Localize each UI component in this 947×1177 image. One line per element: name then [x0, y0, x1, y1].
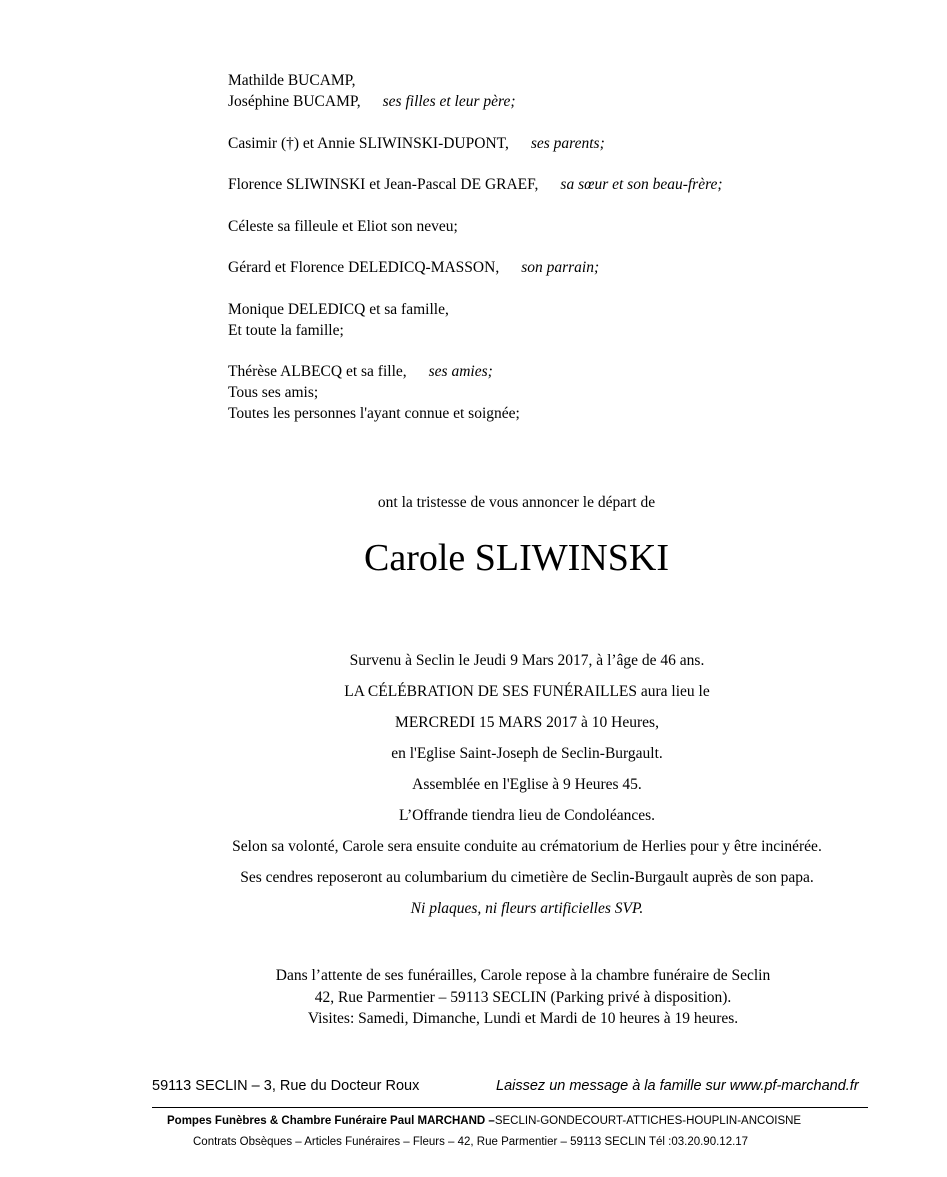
- family-group-daughters: [228, 70, 723, 112]
- footer-company: [167, 1113, 801, 1129]
- details-line-date: MERCREDI 15 MARS 2017 à 10 Heures,: [395, 714, 659, 731]
- family-group-extended: [228, 299, 723, 341]
- family-group-friends: [228, 361, 723, 424]
- details-line-ashes: Ses cendres reposeront au columbarium du cimetière de Seclin-Burgault auprès de son papa.: [240, 869, 814, 886]
- waiting-line-visits: Visites: Samedi, Dimanche, Lundi et Mardi de 10 heures à 19 heures.: [307, 1010, 739, 1027]
- family-line: [228, 70, 723, 91]
- family-role: ses amies;: [428, 363, 493, 380]
- family-member-text: Joséphine BUCAMP,: [228, 93, 361, 110]
- footer-company-name: Pompes Funèbres & Chambre Funéraire Paul MARCHAND –: [167, 1115, 495, 1127]
- announcement-text: ont la tristesse de vous annoncer le départ de: [377, 494, 656, 511]
- family-line: [228, 174, 723, 195]
- family-member-text: Toutes les personnes l'ayant connue et soignée;: [228, 405, 520, 422]
- family-group-parents: [228, 133, 723, 154]
- family-role: son parrain;: [521, 259, 600, 276]
- family-line: [228, 403, 723, 424]
- footer-message-link[interactable]: Laissez un message à la famille sur www.pf-marchand.fr: [496, 1078, 859, 1094]
- details-line-cremation: Selon sa volonté, Carole sera ensuite conduite au crématorium de Herlies pour y être incinérée.: [232, 838, 822, 855]
- details-line-church: en l'Eglise Saint-Joseph de Seclin-Burgault.: [391, 745, 663, 762]
- family-group-goddaughter: [228, 216, 723, 237]
- footer-contracts: Contrats Obsèques – Articles Funéraires – Fleurs – 42, Rue Parmentier – 59113 SECLIN Tél :03.20.90.12.17: [193, 1136, 749, 1148]
- family-line: [228, 133, 723, 154]
- family-role: sa sœur et son beau-frère;: [560, 176, 723, 193]
- family-line: [228, 361, 723, 382]
- footer-address: 59113 SECLIN – 3, Rue du Docteur Roux: [152, 1078, 420, 1094]
- family-line: [228, 216, 723, 237]
- family-list: [228, 70, 723, 445]
- footer-divider: [152, 1107, 868, 1108]
- family-member-text: Céleste sa filleule et Eliot son neveu;: [228, 217, 458, 235]
- waiting-line-location: Dans l’attente de ses funérailles, Carole repose à la chambre funéraire de Seclin: [275, 967, 771, 984]
- family-role: ses filles et leur père;: [382, 93, 516, 110]
- waiting-line-address: 42, Rue Parmentier – 59113 SECLIN (Parking privé à disposition).: [314, 988, 732, 1006]
- family-member-text: Tous ses amis;: [228, 384, 319, 401]
- family-member-text: Florence SLIWINSKI et Jean-Pascal DE GRAEF,: [228, 176, 539, 193]
- family-member-text: Et toute la famille;: [228, 321, 344, 339]
- family-line: [228, 91, 723, 112]
- details-line-no-flowers: Ni plaques, ni fleurs artificielles SVP.: [410, 900, 644, 917]
- family-group-godfather: [228, 257, 723, 278]
- details-line-assembly: Assemblée en l'Eglise à 9 Heures 45.: [412, 776, 642, 793]
- family-role: ses parents;: [530, 134, 605, 152]
- family-line: [228, 257, 723, 278]
- family-line: [228, 320, 723, 341]
- deceased-name: Carole SLIWINSKI: [364, 537, 669, 579]
- funeral-details: [0, 645, 947, 924]
- family-group-sister: [228, 174, 723, 195]
- family-member-text: Thérèse ALBECQ et sa fille,: [228, 363, 407, 380]
- details-line-offering: L’Offrande tiendra lieu de Condoléances.: [398, 807, 656, 824]
- footer-company-locations: SECLIN-GONDECOURT-ATTICHES-HOUPLIN-ANCOISNE: [494, 1115, 802, 1127]
- family-member-text: Gérard et Florence DELEDICQ-MASSON,: [228, 259, 500, 276]
- family-member-text: Casimir (†) et Annie SLIWINSKI-DUPONT,: [228, 134, 509, 152]
- family-member-text: Monique DELEDICQ et sa famille,: [228, 300, 449, 318]
- details-line-death: Survenu à Seclin le Jeudi 9 Mars 2017, à l’âge de 46 ans.: [349, 652, 705, 669]
- family-line: [228, 299, 723, 320]
- details-line-celebration: LA CÉLÉBRATION DE SES FUNÉRAILLES aura lieu le: [344, 683, 710, 700]
- family-line: [228, 382, 723, 403]
- funeral-home-info: [0, 965, 947, 1030]
- family-member-text: Mathilde BUCAMP,: [228, 72, 356, 89]
